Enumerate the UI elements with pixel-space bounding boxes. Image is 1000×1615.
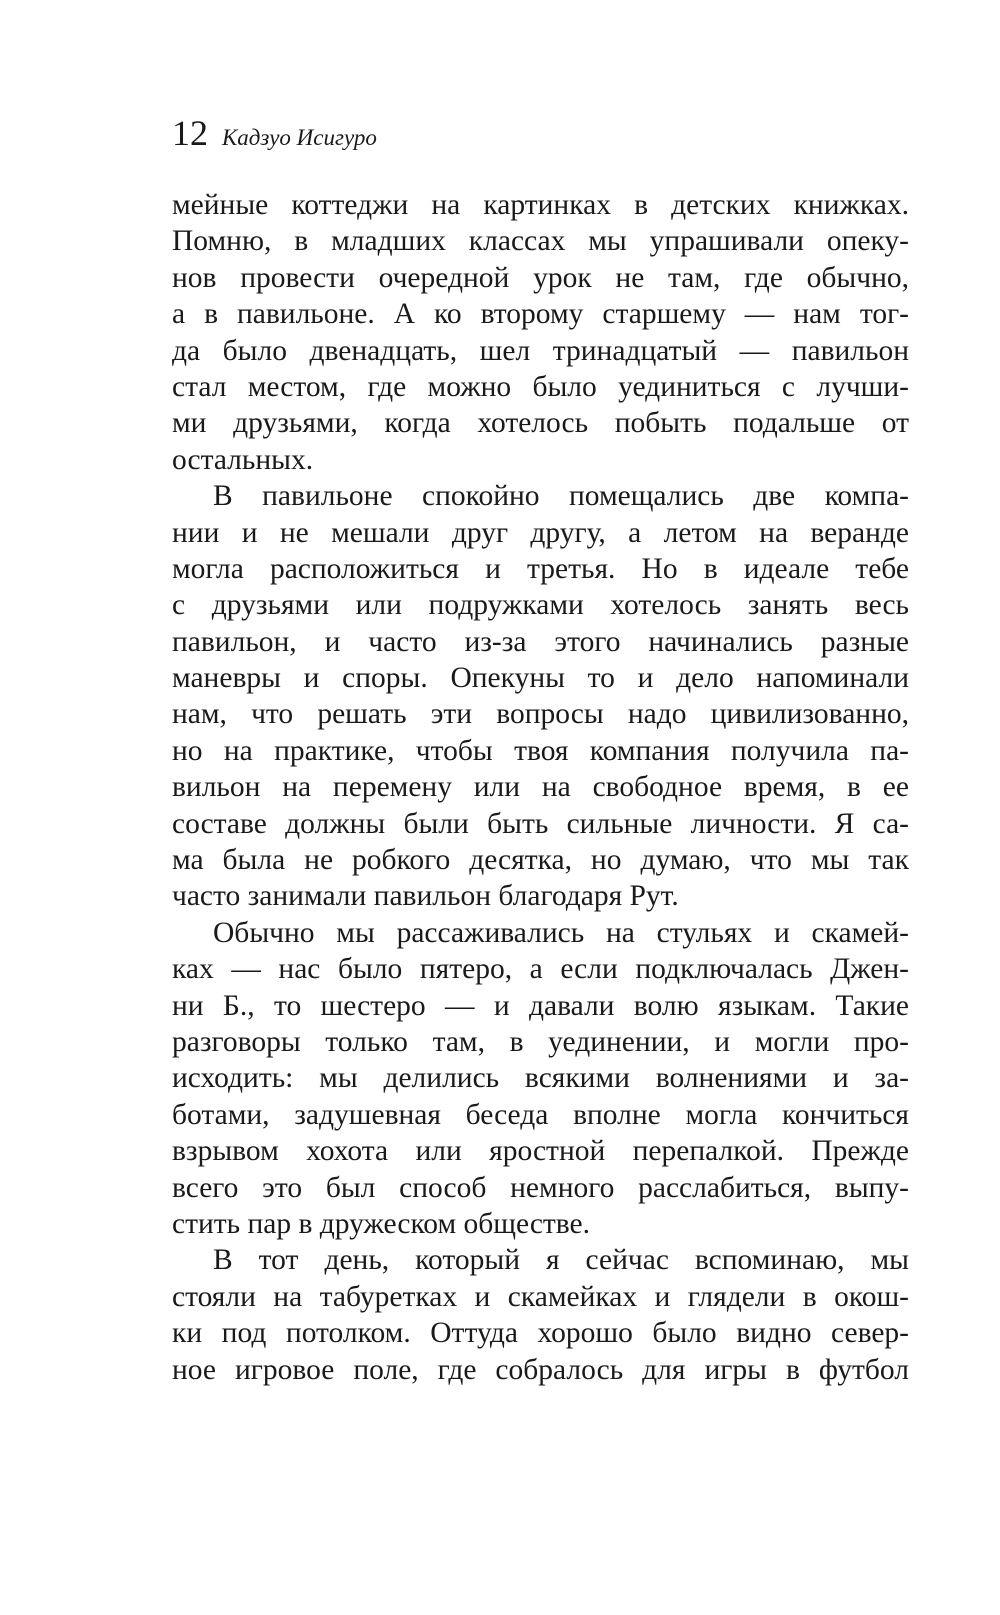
text-line: стить пар в дружеском обществе.	[172, 1207, 591, 1240]
text-line: маневры и споры. Опекуны то и дело напоминали	[172, 662, 909, 695]
paragraph	[172, 915, 909, 1243]
text-line: В павильоне спокойно помещались две компа-	[213, 480, 909, 513]
paragraph	[172, 478, 909, 915]
text-line: Помню, в младших классах мы упрашивали опеку-	[172, 225, 909, 258]
text-line: В тот день, который я сейчас вспоминаю, мы	[213, 1244, 909, 1277]
text-line: Обычно мы рассаживались на стульях и скамей-	[213, 916, 909, 949]
paragraph	[172, 187, 909, 478]
text-line: составе должны были быть сильные личности. Я са-	[172, 807, 909, 840]
text-line: но на практике, чтобы твоя компания получила па-	[172, 734, 909, 767]
text-line: павильон, и часто из-за этого начинались разные	[172, 625, 909, 658]
text-line: ма была не робкого десятка, но думаю, что мы так	[172, 844, 909, 877]
text-line: ки под потолком. Оттуда хорошо было видно север-	[172, 1317, 909, 1350]
text-line: с друзьями или подружками хотелось занять весь	[172, 589, 909, 622]
text-line: исходить: мы делились всякими волнениями и за-	[172, 1062, 909, 1095]
text-line: ное игровое поле, где собралось для игры в футбол	[172, 1353, 909, 1386]
text-line: ках — нас было пятеро, а если подключалась Джен-	[172, 953, 909, 986]
text-line: мейные коттеджи на картинках в детских книжках.	[172, 189, 909, 221]
text-line: нии и не мешали друг другу, а летом на веранде	[172, 516, 909, 549]
text-line: ми друзьями, когда хотелось побыть подальше от	[172, 407, 909, 440]
text-line: всего это был способ немного расслабиться, выпу-	[172, 1171, 909, 1204]
author-name: Кадзуо Исигуро	[222, 125, 377, 150]
text-line: вильон на перемену или на свободное время, в ее	[172, 771, 909, 804]
page-number: 12	[172, 113, 208, 153]
text-line: а в павильоне. А ко второму старшему — нам тог-	[172, 298, 909, 331]
text-line: да было двенадцать, шел тринадцатый — павильон	[172, 334, 909, 367]
running-head	[172, 112, 377, 154]
body-text	[172, 187, 909, 1388]
text-line: ботами, задушевная беседа вполне могла кончиться	[172, 1098, 909, 1131]
text-line: стал местом, где можно было уединиться с лучши-	[172, 370, 909, 403]
text-line: могла расположиться и третья. Но в идеале тебе	[172, 552, 909, 585]
text-line: нов провести очередной урок не там, где обычно,	[172, 261, 909, 294]
text-line: часто занимали павильон благодаря Рут.	[172, 880, 679, 913]
text-line: взрывом хохота или яростной перепалкой. Прежде	[172, 1135, 909, 1168]
paragraph	[172, 1242, 909, 1388]
text-line: нам, что решать эти вопросы надо цивилизованно,	[172, 698, 909, 731]
text-line: остальных.	[172, 443, 314, 476]
text-line: разговоры только там, в уединении, и могли про-	[172, 1025, 909, 1058]
text-line: ни Б., то шестеро — и давали волю языкам. Такие	[172, 989, 909, 1022]
text-line: стояли на табуретках и скамейках и глядели в окош-	[172, 1280, 909, 1313]
